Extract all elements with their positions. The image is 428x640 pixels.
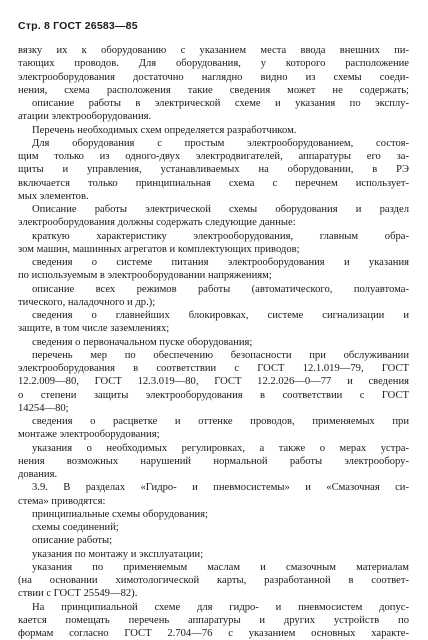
text-line: описание всех режимов работы (автоматического, полуавтома- (32, 283, 409, 295)
text-line: тического, наладочного и др.); (18, 296, 156, 308)
text-line: мых элементов. (18, 190, 89, 202)
text-line: Описание работы электрической схемы оборудования и раздел (32, 204, 409, 215)
text-line: электрооборудования должны содержать следующие данные: (18, 217, 296, 229)
text-line: о степени защиты электрооборудования в соответствии с ГОСТ (18, 389, 409, 401)
text-line: щиты и управления, устанавливаемых на оборудовании, в РЭ (18, 164, 409, 176)
text-line: (на основании химотологической карты, разработанной в соответ- (18, 575, 409, 586)
text-line: сведения о главнейших блокировках, системе сигнализации и (32, 310, 409, 321)
text-line: нения, схема расположения такие сведения может не содержать; (18, 84, 409, 96)
text-line: перечень мер по обеспечению безопасности при обслуживании (32, 349, 409, 361)
text-line: включается только принципиальная схема с перечнем использует- (18, 177, 409, 189)
text-line: сведения о расцветке и оттенке проводов, применяемых при (32, 416, 409, 427)
text-line: зом машин, машинных агрегатов и комплектующих приводов; (18, 243, 300, 255)
page-header: Стр. 8 ГОСТ 26583—85 (18, 20, 138, 32)
text-line: монтаже электрооборудования; (18, 429, 160, 441)
text-line: тающих проводов. Для оборудования, у которого расположение (18, 58, 409, 70)
text-line: стема» приводятся: (18, 495, 106, 507)
text-line: дования. (18, 469, 58, 480)
text-line: щим только из одного-двух электродвигателей, аппаратуры его за- (18, 151, 409, 162)
text-line: кается помещать перечень аппаратуры и других устройств по (18, 614, 409, 626)
text-line: принципиальные схемы оборудования; (32, 508, 208, 520)
text-line: ствии с ГОСТ 25549—82). (18, 588, 138, 600)
text-line: по используемым в электрооборудовании напряжениям; (18, 270, 272, 282)
text-line: Для оборудования с простым электрооборудованием, состоя- (32, 137, 409, 149)
text-line: сведения о первоначальном пуске оборудования; (32, 336, 253, 348)
text-line: сведения о системе питания электрооборудования и указания (32, 257, 409, 268)
text-line: указания по монтажу и эксплуатации; (32, 548, 204, 560)
text-line: описание работы; (32, 535, 113, 547)
text-line: электрооборудования достаточно наглядно видно из схемы соеди- (18, 71, 409, 83)
text-line: атации электрооборудования. (18, 111, 152, 123)
text-line: формам согласно ГОСТ 2.704—76 с указанием основных характе- (18, 628, 409, 639)
text-line: 3.9. В разделах «Гидро- и пневмосистемы» и «Смазочная си- (32, 482, 409, 494)
text-line: Перечень необходимых схем определяется разработчиком. (32, 124, 297, 136)
text-line: описание работы в электрической схеме и указания по эксплу- (32, 98, 409, 109)
text-line: 12.2.009—80, ГОСТ 12.3.019—80, ГОСТ 12.2.026—0—77 и сведения (18, 376, 409, 388)
text-line: краткую характеристику электрооборудования, главным обра- (32, 230, 409, 242)
text-line: 14254—80; (18, 402, 69, 414)
text-line: На принципиальной схеме для гидро- и пневмосистем допус- (32, 601, 409, 613)
text-line: вязку их к оборудованию с указанием места ввода внешних пи- (18, 45, 409, 56)
text-line: указания по применяемым маслам и смазочным материалам (32, 561, 409, 573)
text-line: электрооборудования в соответствии с ГОСТ 12.1.019—79, ГОСТ (18, 363, 409, 374)
text-line: указания о необходимых регулировках, а также о мерах устра- (32, 442, 409, 454)
text-line: схемы соединений; (32, 522, 119, 533)
text-line: защите, в том числе заземлениях; (18, 323, 170, 335)
text-line: нения возможных нарушений нормальной работы электрообору- (18, 455, 409, 467)
document-body (18, 44, 409, 640)
